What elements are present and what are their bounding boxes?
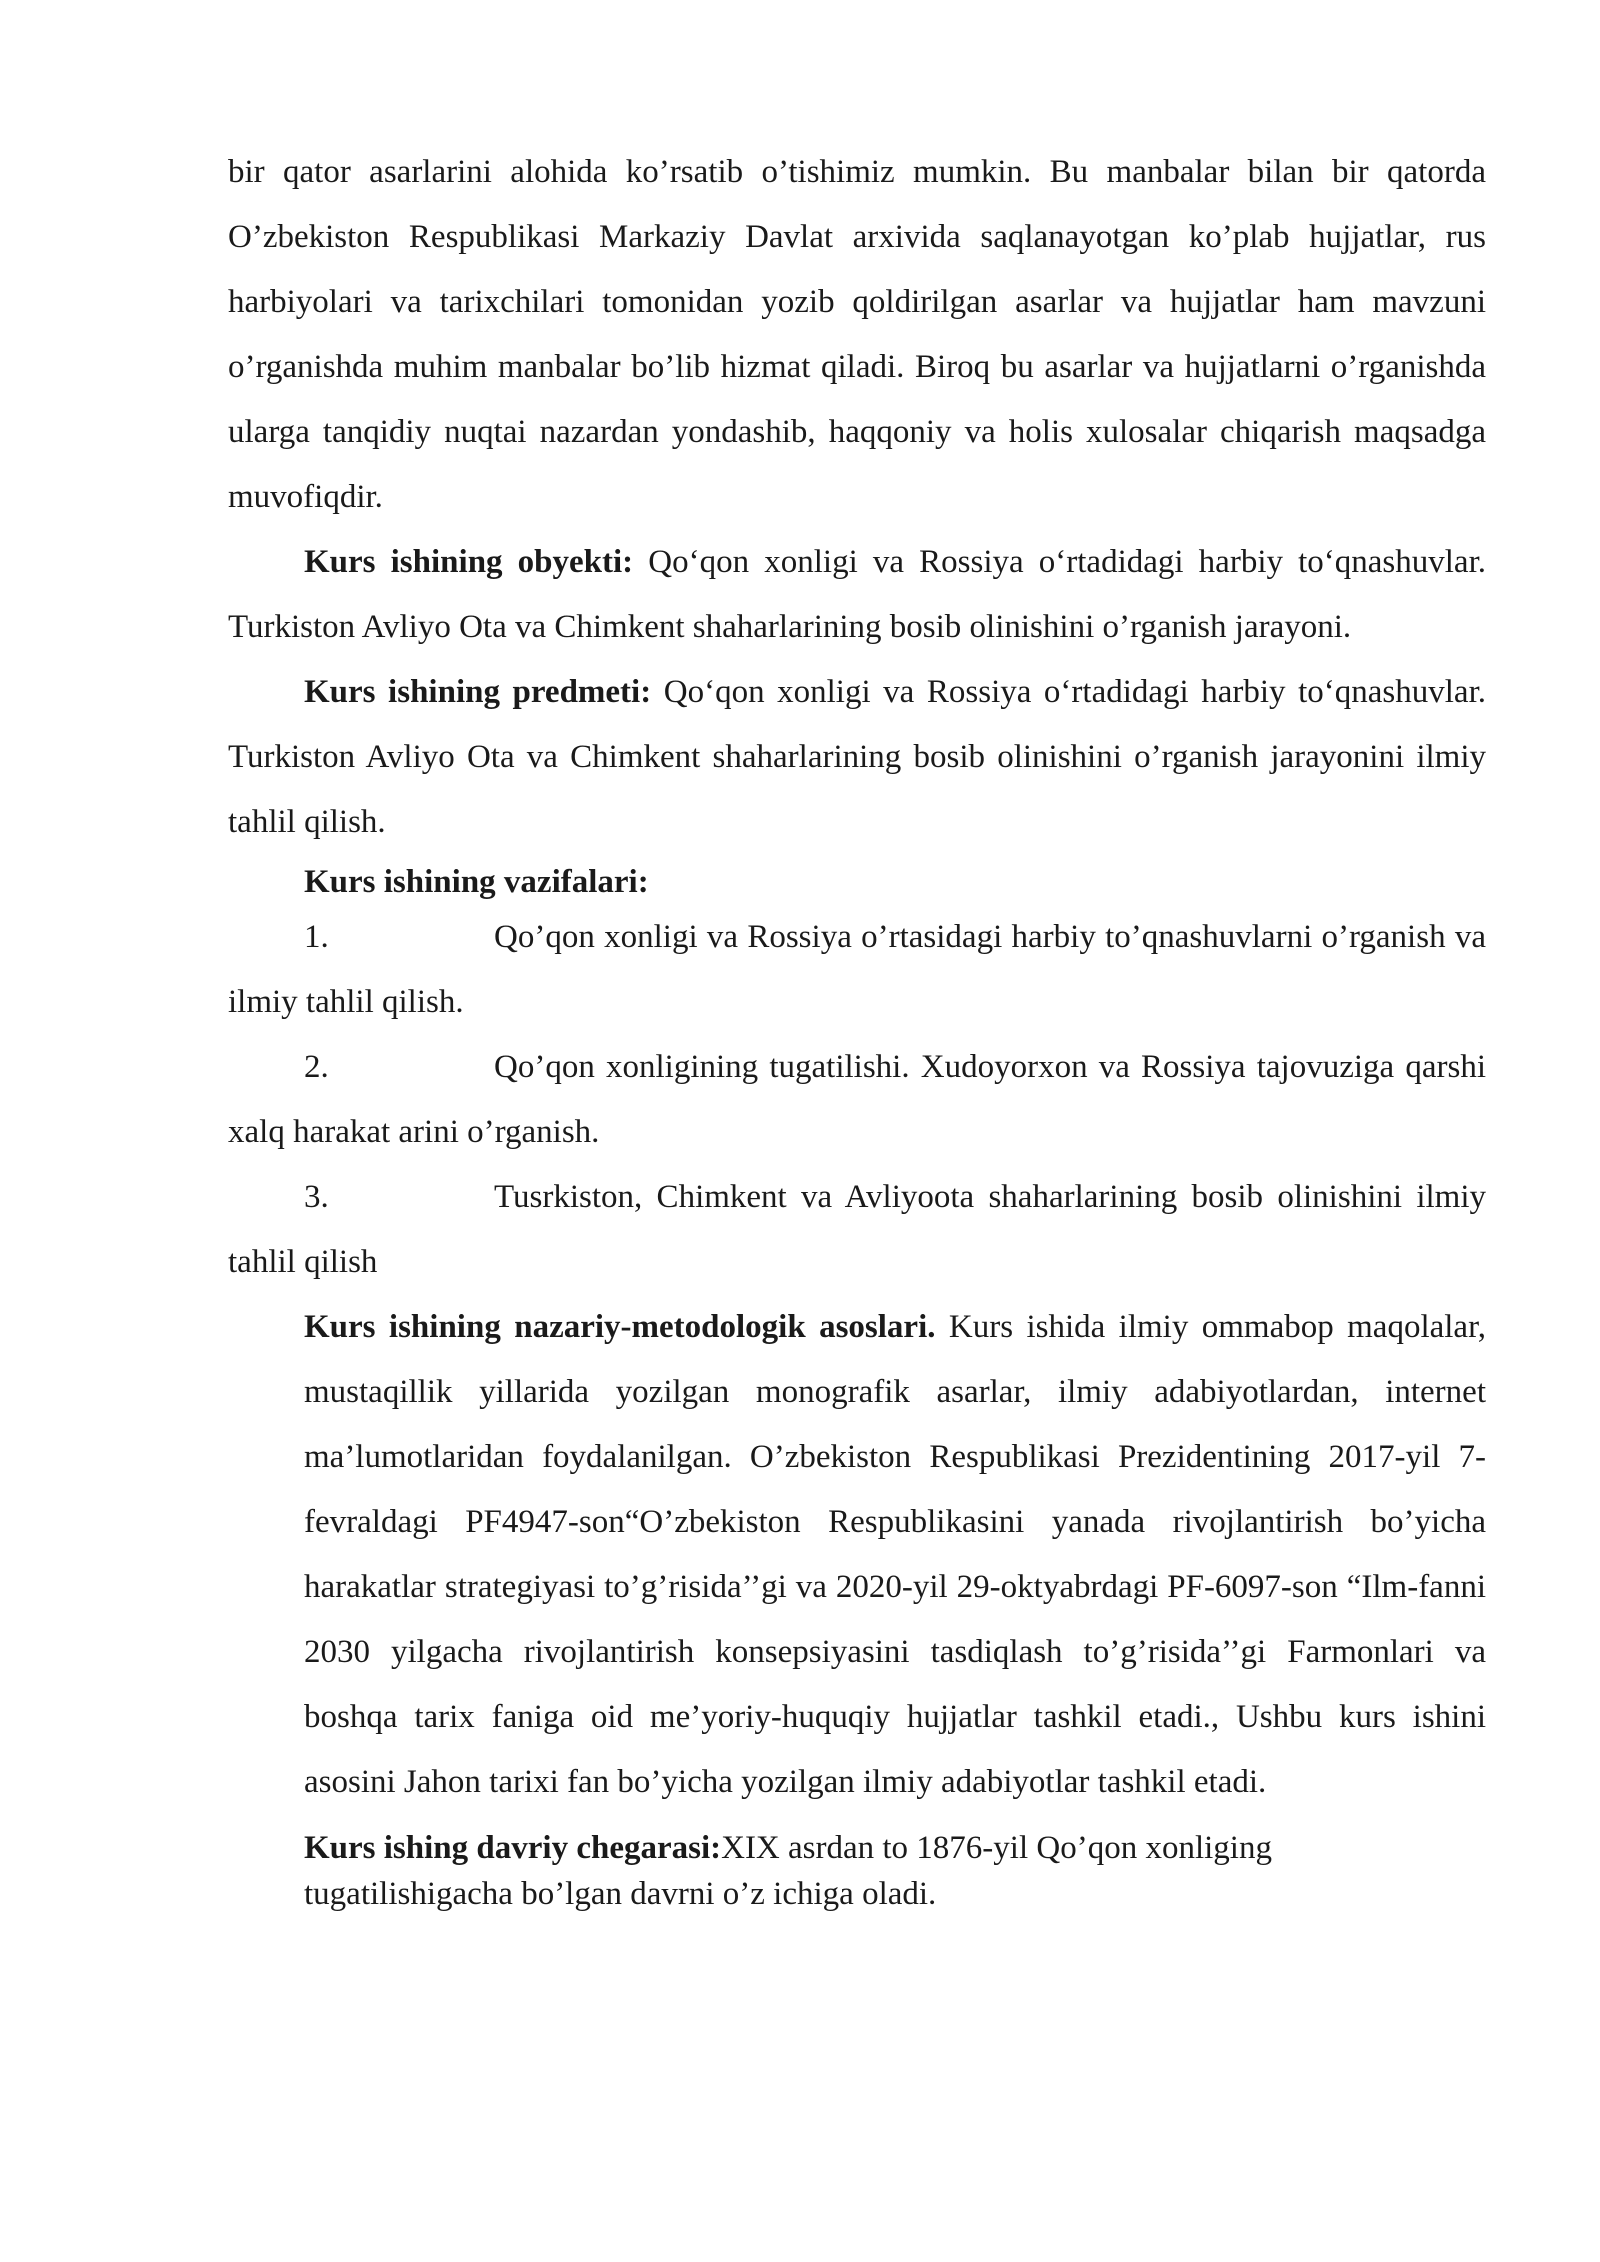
task-text: Qo’qon xonligi va Rossiya o’rtasidagi harbiy to’qnashuvlarni o’rganish va ilmiy tahlil qilish. — [228, 919, 1486, 1020]
task-number: 2. — [304, 1049, 329, 1085]
subject-label: Kurs ishining predmeti: — [304, 674, 652, 710]
tasks-heading — [228, 859, 1486, 905]
method-paragraph — [304, 1295, 1486, 1815]
period-label: Kurs ishing davriy chegarasi: — [304, 1830, 722, 1866]
task-number: 1. — [304, 919, 329, 955]
period-paragraph — [304, 1825, 1486, 1917]
period-text: XIX asrdan to 1876-yil Qo’qon xonliging tugatilishigacha bo’lgan davrni o’z ichiga oladi. — [304, 1830, 1272, 1912]
task-text: Qo’qon xonligining tugatilishi. Xudoyorxon va Rossiya tajovuziga qarshi xalq harakat arini o’rganish. — [228, 1049, 1486, 1150]
tasks-label: Kurs ishining vazifalari: — [304, 864, 649, 900]
intro-paragraph: bir qator asarlarini alohida ko’rsatib o’tishimiz mumkin. Bu manbalar bilan bir qatorda O’zbekiston Respublikasi Markaziy Davlat arxivida saqlanayotgan ko’plab hujjatlar, rus harbiyolari va tarixchilari tomonidan yozib qoldirilgan asarlar va hujjatlar ham mavzuni o’rganishda muhim manbalar bo’lib hizmat qiladi. Biroq bu asarlar va hujjatlarni o’rganishda ularga tanqidiy nuqtai nazardan yondashib, haqqoniy va holis xulosalar chiqarish maqsadga muvofiqdir. — [228, 154, 1486, 515]
method-text: Kurs ishida ilmiy ommabop maqolalar, mustaqillik yillarida yozilgan monografik asarlar, ilmiy adabiyotlardan, internet ma’lumotlaridan foydalanilgan. O’zbekiston Respublikasi Prezidentining 2017-yil 7-fevraldagi PF4947-son“O’zbekiston Respublikasini yanada rivojlantirish bo’yicha harakatlar strategiyasi to’g’risida’’gi va 2020-yil 29-oktyabrdagi PF-6097-son “Ilm-fanni 2030 yilgacha rivojlantirish konsepsiyasini tasdiqlash to’g’risida’’gi Farmonlari va boshqa tarix faniga oid me’yoriy-huquqiy hujjatlar tashkil etadi., Ushbu kurs ishini asosini Jahon tarixi fan bo’yicha yozilgan ilmiy adabiyotlar tashkil etadi. — [304, 1309, 1486, 1800]
subject-text: Qo‘qon xonligi va Rossiya o‘rtadidagi harbiy to‘qnashuvlar. Turkiston Avliyo Ota va Chimkent shaharlarining bosib olinishini o’rganish jarayonini ilmiy tahlil qilish. — [228, 674, 1486, 840]
method-label: Kurs ishining nazariy-metodologik asoslari. — [304, 1309, 936, 1345]
object-paragraph — [228, 530, 1486, 660]
object-text: Qo‘qon xonligi va Rossiya o‘rtadidagi harbiy to‘qnashuvlar. Turkiston Avliyo Ota va Chimkent shaharlarining bosib olinishini o’rganish jarayoni. — [228, 544, 1486, 645]
document-page — [228, 140, 1486, 1917]
object-label: Kurs ishining obyekti: — [304, 544, 634, 580]
task-number: 3. — [304, 1179, 329, 1215]
task-text: Tusrkiston, Chimkent va Avliyoota shaharlarining bosib olinishini ilmiy tahlil qilish — [228, 1179, 1486, 1280]
task-item — [228, 1035, 1486, 1165]
task-item — [228, 905, 1486, 1035]
task-item — [228, 1165, 1486, 1295]
subject-paragraph — [228, 660, 1486, 855]
